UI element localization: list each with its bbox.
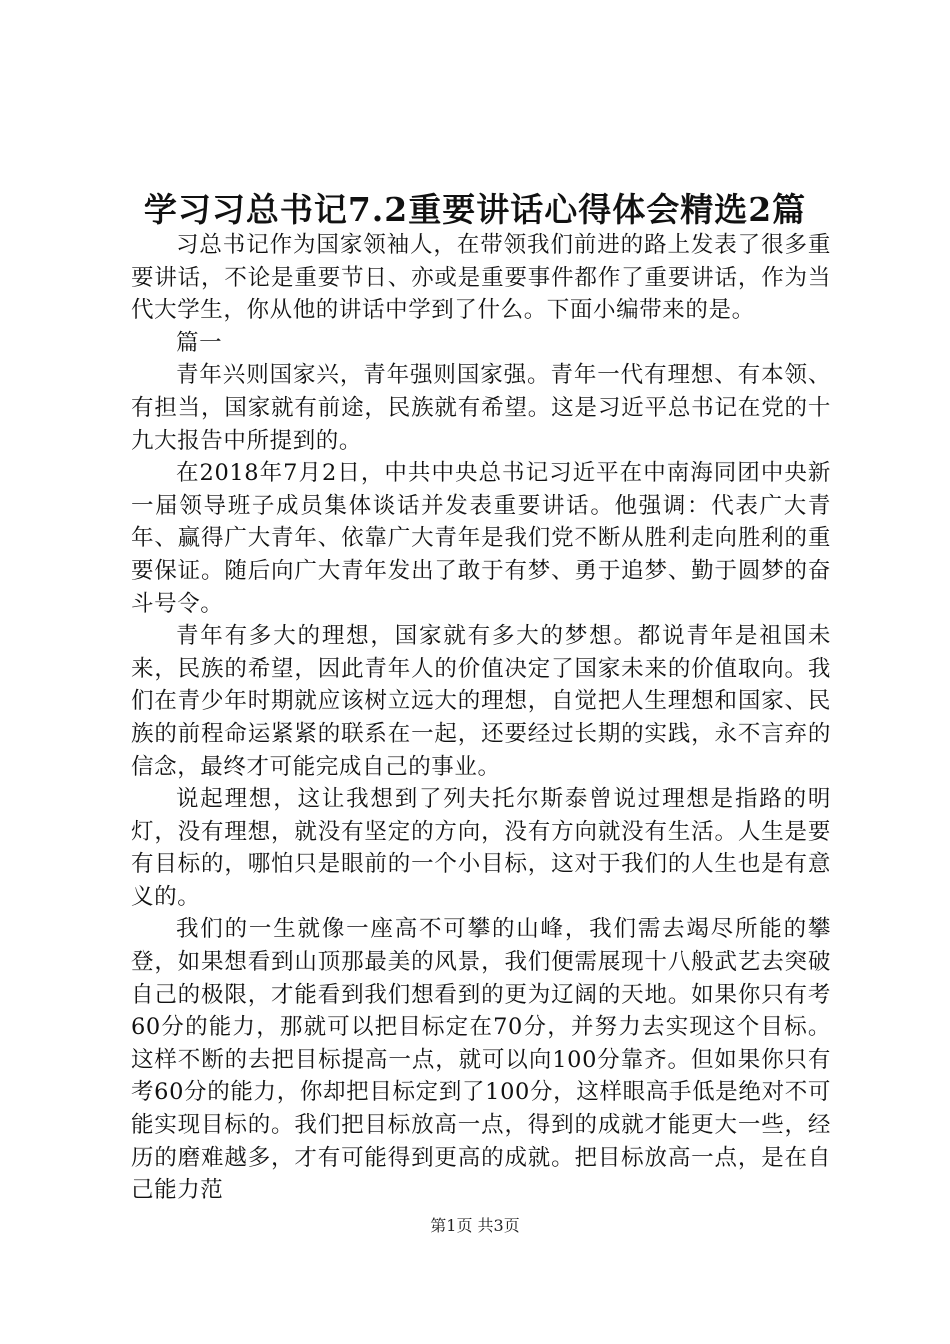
paragraph: 我们的一生就像一座高不可攀的山峰，我们需去竭尽所能的攀登，如果想看到山顶那最美的风景，我们便需展现十八般武艺去突破自己的极限，才能看到我们想看到的更为辽阔的天地。如果你只有考60分的能力，那就可以把目标定在70分，并努力去实现这个目标。这样不断的去把目标提高一点，就可以向100分靠齐。但如果你只有考60分的能力，你却把目标定到了100分，这样眼高手低是绝对不可能实现目标的。我们把目标放高一点，得到的成就才能更大一些，经历的磨难越多，才有可能得到更高的成就。把目标放高一点，是在自己能力范	[131, 916, 831, 1204]
paragraph-intro: 习总书记作为国家领袖人，在带领我们前进的路上发表了很多重要讲话，不论是重要节日、亦或是重要事件都作了重要讲话，作为当代大学生，你从他的讲话中学到了什么。下面小编带来的是。	[131, 232, 831, 324]
section-heading: 篇一	[176, 329, 223, 356]
document-body	[131, 229, 831, 1207]
document-title: 学习习总书记7.2重要讲话心得体会精选2篇	[143, 190, 807, 229]
paragraph: 青年兴则国家兴，青年强则国家强。青年一代有理想、有本领、有担当，国家就有前途，民族就有希望。这是习近平总书记在党的十九大报告中所提到的。	[131, 362, 831, 454]
paragraph: 在2018年7月2日，中共中央总书记习近平在中南海同团中央新一届领导班子成员集体谈话并发表重要讲话。他强调：代表广大青年、赢得广大青年、依靠广大青年是我们党不断从胜利走向胜利的重要保证。随后向广大青年发出了敢于有梦、勇于追梦、勤于圆梦的奋斗号令。	[131, 460, 831, 617]
paragraph: 说起理想，这让我想到了列夫托尔斯泰曾说过理想是指路的明灯，没有理想，就没有坚定的方向，没有方向就没有生活。人生是要有目标的，哪怕只是眼前的一个小目标，这对于我们的人生也是有意义的。	[131, 786, 831, 910]
paragraph: 青年有多大的理想，国家就有多大的梦想。都说青年是祖国未来，民族的希望，因此青年人的价值决定了国家未来的价值取向。我们在青少年时期就应该树立远大的理想，自觉把人生理想和国家、民族的前程命运紧紧的联系在一起，还要经过长期的实践，永不言弃的信念，最终才可能完成自己的事业。	[131, 623, 831, 780]
page-number-footer: 第1页 共3页	[430, 1216, 520, 1235]
